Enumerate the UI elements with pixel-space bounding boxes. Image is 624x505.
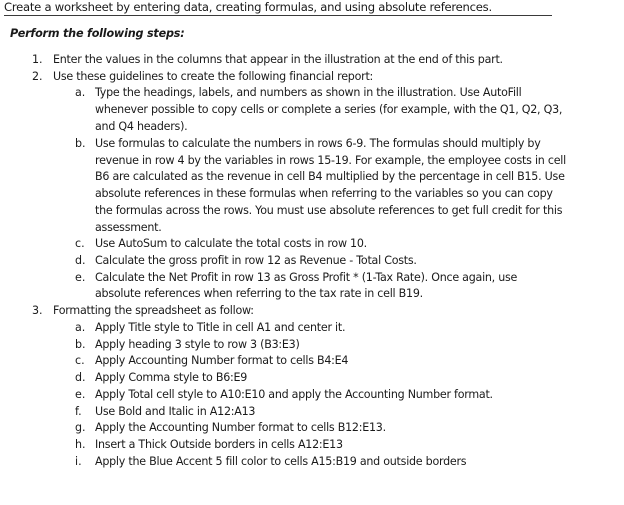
substep-3c-line: Apply Accounting Number format to cells B4:E4 xyxy=(95,354,349,367)
substep-2c-marker: c. xyxy=(75,237,85,250)
substep-3d-line: Apply Comma style to B6:E9 xyxy=(95,371,248,384)
substep-3h-marker: h. xyxy=(75,438,86,451)
step-3-marker: 3. xyxy=(32,304,43,317)
title-divider xyxy=(4,15,552,16)
step-2-text: Use these guidelines to create the following financial report: xyxy=(53,70,374,83)
substep-3i-marker: i. xyxy=(75,455,82,468)
step-3-text: Formatting the spreadsheet as follow: xyxy=(53,304,254,317)
substep-3e-marker: e. xyxy=(75,388,86,401)
substep-2a-line: and Q4 headers). xyxy=(95,120,188,133)
substep-2b-line: B6 are calculated as the revenue in cell B4 multiplied by the percentage in cell B15. Use xyxy=(95,170,565,183)
substep-3a-marker: a. xyxy=(75,321,86,334)
substep-3f-marker: f. xyxy=(75,405,82,418)
substep-3i-line: Apply the Blue Accent 5 fill color to cells A15:B19 and outside borders xyxy=(95,455,467,468)
substep-3e-line: Apply Total cell style to A10:E10 and apply the Accounting Number format. xyxy=(95,388,493,401)
document-title: Create a worksheet by entering data, creating formulas, and using absolute references. xyxy=(4,0,492,14)
substep-2a-marker: a. xyxy=(75,86,86,99)
substep-3b-marker: b. xyxy=(75,338,86,351)
substep-3g-marker: g. xyxy=(75,421,86,434)
substep-2b-line: Use formulas to calculate the numbers in rows 6-9. The formulas should multiply by xyxy=(95,137,541,150)
substep-3g-line: Apply the Accounting Number format to cells B12:E13. xyxy=(95,421,386,434)
substep-2b-line: the formulas across the rows. You must use absolute references to get full credit for this xyxy=(95,204,563,217)
substep-3h-line: Insert a Thick Outside borders in cells A12:E13 xyxy=(95,438,343,451)
substep-2b-marker: b. xyxy=(75,137,86,150)
substep-2e-marker: e. xyxy=(75,271,86,284)
substep-3c-marker: c. xyxy=(75,354,85,367)
step-1-marker: 1. xyxy=(32,53,43,66)
substep-2e-line: absolute references when referring to the tax rate in cell B19. xyxy=(95,287,423,300)
step-2-marker: 2. xyxy=(32,70,43,83)
substep-2d-marker: d. xyxy=(75,254,86,267)
substep-2c-line: Use AutoSum to calculate the total costs in row 10. xyxy=(95,237,367,250)
substep-2a-line: whenever possible to copy cells or complete a series (for example, with the Q1, Q2, Q3, xyxy=(95,103,563,116)
substep-3f-line: Use Bold and Italic in A12:A13 xyxy=(95,405,256,418)
substep-2b-line: revenue in row 4 by the variables in rows 15-19. For example, the employee costs in cell xyxy=(95,154,566,167)
steps-subheading: Perform the following steps: xyxy=(10,27,185,40)
substep-3a-line: Apply Title style to Title in cell A1 and center it. xyxy=(95,321,346,334)
step-1-text: Enter the values in the columns that appear in the illustration at the end of this part. xyxy=(53,53,503,66)
substep-2b-line: absolute references in these formulas when referring to the variables so you can copy xyxy=(95,187,553,200)
substep-2a-line: Type the headings, labels, and numbers as shown in the illustration. Use AutoFill xyxy=(95,86,522,99)
substep-2e-line: Calculate the Net Profit in row 13 as Gross Profit * (1-Tax Rate). Once again, use xyxy=(95,271,518,284)
substep-3d-marker: d. xyxy=(75,371,86,384)
substep-2d-line: Calculate the gross profit in row 12 as Revenue - Total Costs. xyxy=(95,254,417,267)
substep-3b-line: Apply heading 3 style to row 3 (B3:E3) xyxy=(95,338,300,351)
substep-2b-line: assessment. xyxy=(95,221,162,234)
